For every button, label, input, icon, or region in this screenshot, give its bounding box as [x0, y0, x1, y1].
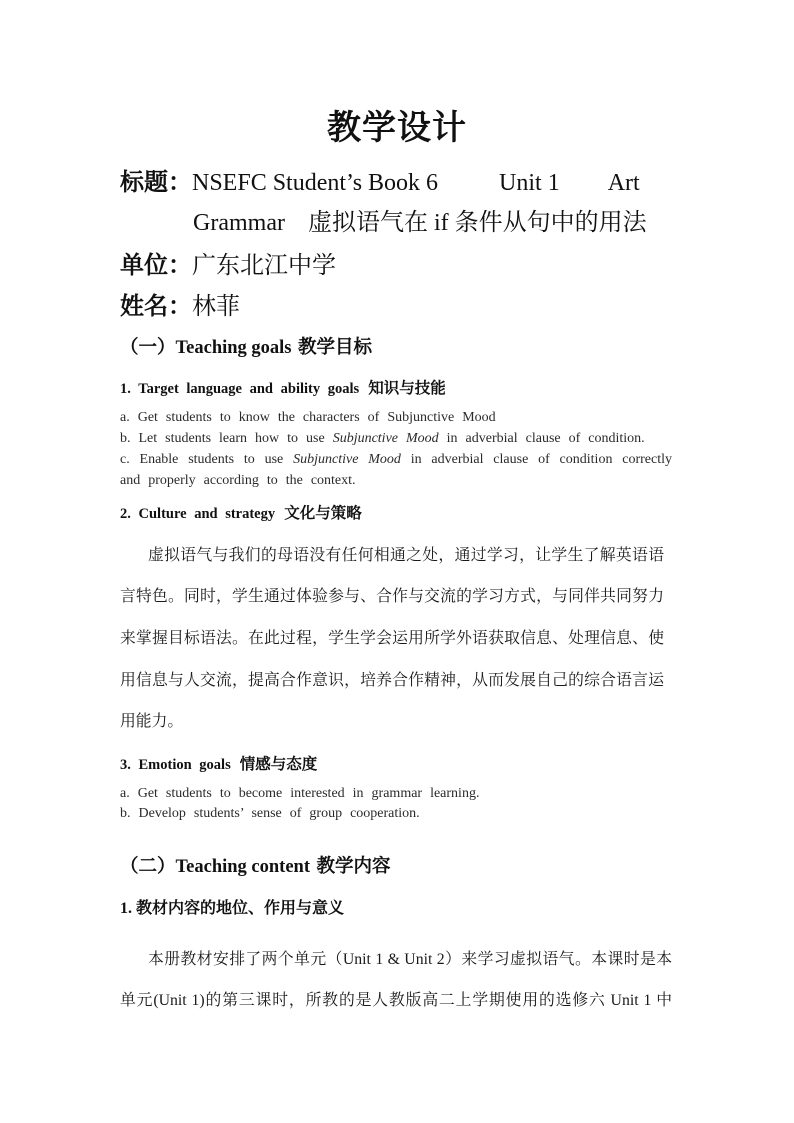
section-number: （二）	[120, 856, 176, 877]
unit-name: Unit 1	[499, 170, 560, 196]
subheading-chinese: 知识与技能	[368, 379, 446, 397]
section-title-english: Teaching goals	[175, 338, 292, 358]
lesson-chinese: 虚拟语气在 if 条件从句中的用法	[307, 210, 647, 236]
school-label: 单位：	[120, 251, 192, 279]
lesson-english: Grammar	[193, 210, 285, 236]
subheading-english: 1. Target language and ability goals	[120, 381, 360, 397]
section-title-english: Teaching content	[175, 857, 310, 877]
section-title-chinese: 教学内容	[316, 856, 391, 877]
goal-item-c-term: Subjunctive Mood	[293, 452, 401, 467]
section-heading-teaching-goals	[120, 337, 372, 359]
subheading-knowledge	[120, 379, 446, 398]
title-field	[120, 167, 640, 198]
section-title-chinese: 教学目标	[297, 337, 372, 358]
subheading-chinese: 文化与策略	[284, 504, 362, 522]
book-name: NSEFC Student’s Book 6	[192, 170, 439, 196]
topic-name: Art	[607, 170, 640, 196]
culture-paragraph-line: 用信息与人交流，提高合作意识，培养合作精神，从而发展自己的综合语言运	[120, 670, 664, 689]
goal-item-c-rest: in adverbial clause of condition correctly	[410, 452, 673, 467]
goal-item-c-text: c. Enable students to use	[120, 452, 284, 467]
subheading-english: 2. Culture and strategy	[120, 506, 276, 522]
culture-paragraph-line: 用能力。	[120, 711, 184, 730]
author-field	[120, 291, 240, 321]
culture-paragraph-line: 言特色。同时，学生通过体验参与、合作与交流的学习方式，与同伴共同努力	[120, 586, 664, 605]
goal-item-b	[120, 430, 645, 448]
section-heading-teaching-content	[120, 856, 390, 878]
subheading-emotion	[120, 755, 317, 774]
emotion-item-b: b. Develop students’ sense of group cooperation.	[120, 806, 420, 821]
culture-paragraph-line: 来掌握目标语法。在此过程，学生学会运用所学外语获取信息、处理信息、使	[120, 628, 664, 647]
textbook-paragraph-line: 本册教材安排了两个单元（Unit 1 & Unit 2）来学习虚拟语气。本课时是本	[148, 951, 672, 968]
goal-item-b-rest: in adverbial clause of condition.	[446, 431, 645, 446]
goal-item-b-term: Subjunctive Mood	[332, 431, 439, 446]
goal-item-c-continued: and properly according to the context.	[120, 473, 356, 488]
subheading-textbook-role: 1. 教材内容的地位、作用与意义	[120, 900, 345, 917]
culture-paragraph-line: 虚拟语气与我们的母语没有任何相通之处，通过学习，让学生了解英语语	[148, 545, 664, 564]
title-label: 标题：	[120, 168, 192, 196]
author-value: 林菲	[192, 292, 240, 320]
author-label: 姓名：	[120, 292, 192, 320]
school-value: 广东北江中学	[192, 251, 336, 279]
goal-item-b-text: b. Let students learn how to use	[120, 431, 325, 446]
subheading-chinese: 情感与态度	[239, 755, 318, 773]
document-title: 教学设计	[327, 108, 467, 148]
emotion-item-a: a. Get students to become interested in grammar learning.	[120, 786, 480, 801]
section-number: （一）	[120, 337, 176, 358]
goal-item-c	[120, 451, 672, 469]
textbook-paragraph-line: 单元(Unit 1)的第三课时，所教的是人教版高二上学期使用的选修六 Unit 1 中	[120, 992, 672, 1009]
school-field	[120, 250, 336, 280]
subheading-culture	[120, 504, 362, 523]
goal-item-a: a. Get students to know the characters of Subjunctive Mood	[120, 410, 496, 425]
title-field-continued	[193, 207, 647, 238]
subheading-english: 3. Emotion goals	[120, 757, 231, 773]
